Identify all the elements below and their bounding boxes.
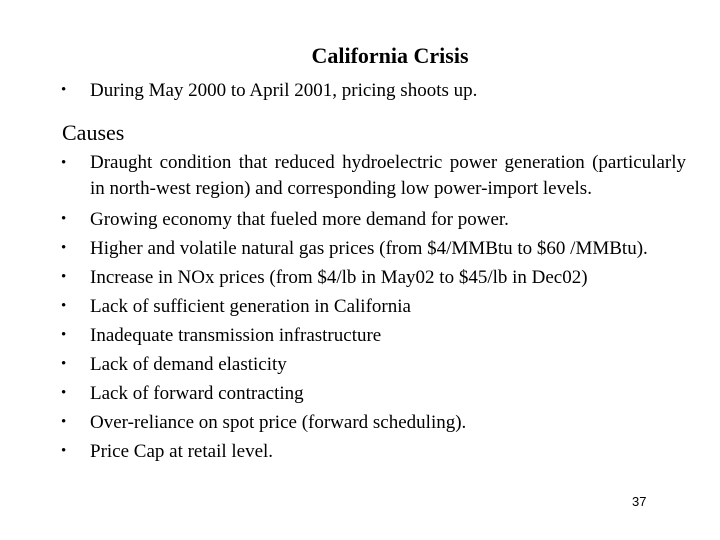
bullet-icon: • (61, 385, 67, 401)
bullet-icon: • (61, 414, 67, 430)
intro-bullet-list (58, 76, 686, 105)
list-item (58, 234, 686, 263)
list-item (58, 379, 686, 408)
bullet-icon: • (61, 211, 67, 227)
list-item (58, 350, 686, 379)
bullet-icon: • (61, 356, 67, 372)
list-item (58, 76, 686, 105)
bullet-icon: • (61, 240, 67, 256)
bullet-icon: • (61, 298, 67, 314)
bullet-text: Lack of forward contracting (90, 383, 304, 404)
bullet-icon: • (61, 155, 67, 171)
list-item (58, 408, 686, 437)
list-item (58, 292, 686, 321)
bullet-icon: • (61, 269, 67, 285)
bullet-text: Higher and volatile natural gas prices (from $4/MMBtu to $60 /MMBtu). (90, 238, 648, 259)
bullet-text: Increase in NOx prices (from $4/lb in May02 to $45/lb in Dec02) (90, 267, 588, 288)
bullet-text: Price Cap at retail level. (90, 441, 274, 462)
bullet-icon: • (61, 443, 67, 459)
list-item (58, 205, 686, 234)
list-item (58, 437, 686, 466)
causes-bullet-list (58, 150, 686, 466)
bullet-text: Growing economy that fueled more demand for power. (90, 209, 509, 230)
bullet-text: Lack of demand elasticity (90, 354, 287, 375)
bullet-text: Lack of sufficient generation in California (90, 296, 411, 317)
list-item (58, 263, 686, 292)
bullet-text: During May 2000 to April 2001, pricing shoots up. (90, 80, 478, 101)
section-heading: Causes (62, 120, 125, 145)
bullet-icon: • (61, 82, 67, 98)
bullet-text: Draught condition that reduced hydroelectric power generation (particularly in north-west region) and corresponding low power-import levels. (90, 152, 686, 199)
list-item (58, 150, 686, 205)
list-item (58, 321, 686, 350)
bullet-icon: • (61, 327, 67, 343)
bullet-text: Inadequate transmission infrastructure (90, 325, 382, 346)
bullet-text: Over-reliance on spot price (forward scheduling). (90, 412, 467, 433)
slide-title: California Crisis (311, 43, 469, 68)
page-number: 37 (632, 494, 647, 509)
